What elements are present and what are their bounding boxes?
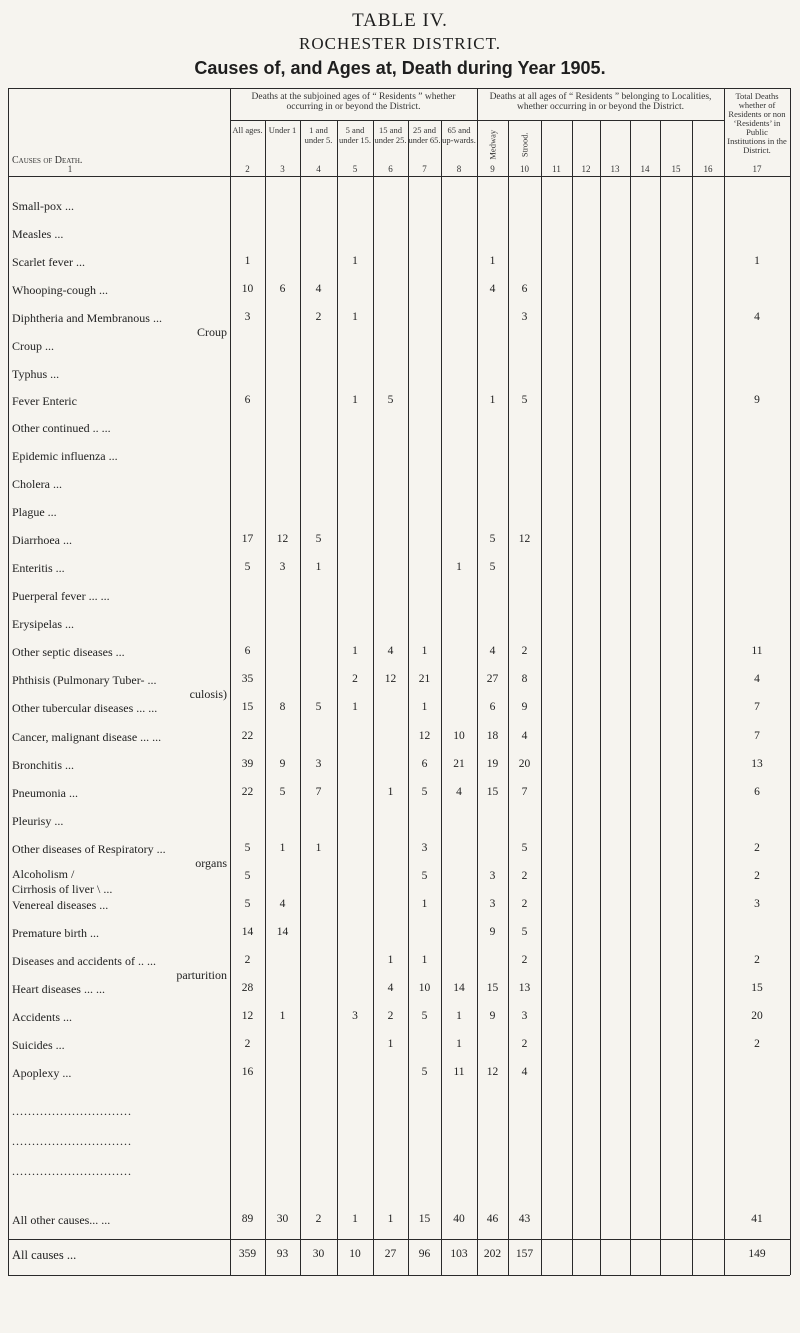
data-cell: 20: [518, 758, 531, 770]
data-cell: 9: [279, 758, 286, 770]
data-cell: 1: [421, 954, 428, 966]
data-cell: 5: [521, 926, 528, 938]
blank-dotted-line: ..............................: [12, 1104, 132, 1118]
data-cell: 4: [521, 730, 528, 742]
cause-label: Other continued .. ...: [12, 421, 111, 435]
data-cell: 2: [387, 1010, 394, 1022]
data-cell: 4: [387, 982, 394, 994]
data-cell: 2: [521, 1038, 528, 1050]
data-cell: 5: [421, 870, 428, 882]
data-cell: 4: [754, 311, 760, 323]
data-cell: 40: [453, 1213, 465, 1225]
data-cell: 22: [241, 786, 254, 798]
totals-cell: 96: [418, 1248, 431, 1260]
column-header: 15 and under 25.: [374, 125, 407, 145]
column-rule: [572, 120, 573, 1275]
data-cell: 5: [489, 561, 496, 573]
data-cell: 12: [276, 533, 289, 545]
column-rule: [441, 120, 442, 1275]
data-cell: 9: [754, 394, 760, 406]
data-cell: 15: [486, 786, 499, 798]
totals-rule: [8, 1239, 790, 1240]
data-cell: 1: [489, 394, 496, 406]
data-cell: 1: [456, 1038, 462, 1050]
data-cell: 3: [489, 870, 496, 882]
data-cell: 1: [489, 255, 496, 267]
data-cell: 1: [352, 311, 358, 323]
data-cell: 12: [518, 533, 531, 545]
data-cell: 41: [751, 1213, 763, 1225]
data-cell: 89: [241, 1213, 254, 1225]
data-cell: 9: [489, 926, 496, 938]
total-header: Total Deaths whether of Residents or non ‘Residents’ in Public Institutions in the District.: [727, 91, 787, 155]
cause-label: Measles ...: [12, 227, 64, 241]
data-cell: 1: [387, 1038, 394, 1050]
data-cell: 2: [521, 870, 528, 882]
data-cell: 28: [241, 982, 254, 994]
data-cell: 2: [754, 842, 760, 854]
data-cell: 2: [315, 1213, 322, 1225]
cause-label: Premature birth ...: [12, 926, 99, 940]
data-cell: 46: [486, 1213, 499, 1225]
data-cell: 15: [486, 982, 499, 994]
column-header: 1 and under 5.: [304, 125, 333, 145]
column-rule: [408, 120, 409, 1275]
data-cell: 5: [244, 561, 251, 573]
cause-label: Scarlet fever ...: [12, 255, 85, 269]
header-bottom-rule: [8, 176, 790, 177]
cause-label: Alcoholism / Cirrhosis of liver \ ...: [12, 867, 113, 896]
data-cell: 10: [241, 283, 254, 295]
cause-label: Diarrhoea ...: [12, 533, 72, 547]
data-cell: 1: [352, 255, 358, 267]
data-cell: 5: [421, 1066, 428, 1078]
data-cell: 22: [241, 730, 254, 742]
data-cell: 4: [754, 673, 760, 685]
totals-cell: 157: [515, 1248, 534, 1260]
cause-label: Diphtheria and Membranous ...: [12, 311, 162, 325]
data-cell: 12: [418, 730, 431, 742]
data-cell: 1: [352, 645, 358, 657]
data-cell: 1: [352, 1213, 358, 1225]
column-rule: [724, 88, 725, 1275]
column-number: 12: [581, 164, 591, 174]
cause-label: Pneumonia ...: [12, 786, 78, 800]
data-cell: 3: [315, 758, 322, 770]
data-cell: 5: [279, 786, 286, 798]
data-cell: 1: [279, 1010, 286, 1022]
data-cell: 15: [241, 701, 254, 713]
group1-underline: [230, 120, 477, 121]
column-header: All ages.: [232, 125, 263, 135]
column-number: 10: [520, 164, 529, 174]
data-cell: 14: [276, 926, 289, 938]
column-rule: [692, 120, 693, 1275]
district-title: ROCHESTER DISTRICT.: [299, 34, 501, 53]
cause-label: Small-pox ...: [12, 199, 74, 213]
column-rule: [373, 120, 374, 1275]
blank-dotted-line: ..............................: [12, 1134, 132, 1148]
column-header: Strood.: [518, 132, 529, 158]
totals-cell: 149: [748, 1248, 766, 1260]
data-cell: 1: [421, 898, 428, 910]
cause-label: Accidents ...: [12, 1010, 72, 1024]
cause-label: Epidemic influenza ...: [12, 449, 118, 463]
data-cell: 6: [244, 645, 251, 657]
data-cell: 13: [518, 982, 531, 994]
data-cell: 1: [279, 842, 286, 854]
cause-label: Diseases and accidents of .. ...: [12, 954, 156, 968]
data-cell: 1: [387, 786, 394, 798]
data-cell: 3: [279, 561, 286, 573]
data-cell: 14: [453, 982, 465, 994]
data-cell: 6: [279, 283, 286, 295]
data-cell: 18: [486, 730, 499, 742]
data-cell: 4: [456, 786, 462, 798]
data-cell: 3: [521, 1010, 528, 1022]
data-cell: 7: [754, 701, 760, 713]
data-cell: 30: [276, 1213, 289, 1225]
data-cell: 8: [279, 701, 286, 713]
table-bottom-rule: [8, 1275, 790, 1276]
data-cell: 6: [754, 786, 760, 798]
column-rule: [630, 120, 631, 1275]
cause-label: Croup ...: [12, 339, 54, 353]
data-cell: 12: [241, 1010, 254, 1022]
cause-label: Other diseases of Respiratory ...: [12, 842, 166, 856]
data-cell: 35: [241, 673, 254, 685]
data-cell: 4: [521, 1066, 528, 1078]
data-cell: 2: [521, 898, 528, 910]
column-header: 5 and under 15.: [338, 125, 372, 145]
column-number: 6: [388, 164, 393, 174]
data-cell: 1: [421, 701, 428, 713]
data-cell: 3: [489, 898, 496, 910]
data-cell: 5: [521, 842, 528, 854]
cause-label: Whooping-cough ...: [12, 283, 108, 297]
cause-label: Other septic diseases ...: [12, 645, 125, 659]
cause-label: All other causes... ...: [12, 1213, 111, 1227]
cause-label: Pleurisy ...: [12, 814, 64, 828]
data-cell: 5: [244, 870, 251, 882]
cause-label-continuation: parturition: [176, 968, 227, 982]
data-cell: 2: [315, 311, 322, 323]
data-cell: 9: [521, 701, 528, 713]
data-cell: 5: [315, 701, 322, 713]
column-number: 11: [552, 164, 561, 174]
column-number: 1: [67, 164, 73, 174]
cause-label: Cholera ...: [12, 477, 62, 491]
cause-label: Venereal diseases ...: [12, 898, 109, 912]
cause-label: Enteritis ...: [12, 561, 65, 575]
column-number: 3: [280, 164, 285, 174]
cause-label: Puerperal fever ... ...: [12, 589, 110, 603]
blank-dotted-line: ..............................: [12, 1164, 132, 1178]
data-cell: 2: [754, 870, 760, 882]
totals-cell: 30: [312, 1248, 325, 1260]
data-cell: 2: [244, 1038, 251, 1050]
data-cell: 11: [453, 1066, 465, 1078]
data-cell: 3: [754, 898, 760, 910]
data-cell: 14: [241, 926, 254, 938]
totals-cell: 27: [384, 1248, 397, 1260]
data-cell: 43: [518, 1213, 531, 1225]
data-cell: 3: [521, 311, 528, 323]
data-cell: 5: [489, 533, 496, 545]
data-cell: 6: [521, 283, 528, 295]
data-cell: 9: [489, 1010, 496, 1022]
data-cell: 13: [751, 758, 763, 770]
column-rule: [8, 88, 9, 1275]
data-cell: 1: [315, 842, 322, 854]
cause-label: Apoplexy ...: [12, 1066, 72, 1080]
data-cell: 4: [489, 283, 496, 295]
data-cell: 16: [241, 1066, 254, 1078]
causes-header: Causes of Death.: [12, 155, 83, 166]
data-cell: 2: [352, 673, 358, 685]
data-cell: 5: [244, 842, 251, 854]
data-cell: 1: [244, 255, 251, 267]
data-cell: 5: [421, 786, 428, 798]
data-cell: 6: [489, 701, 496, 713]
data-cell: 1: [315, 561, 322, 573]
data-cell: 12: [486, 1066, 499, 1078]
data-cell: 2: [754, 954, 760, 966]
column-number: 8: [456, 164, 462, 174]
cause-label: Fever Enteric: [12, 394, 77, 408]
data-cell: 5: [521, 394, 528, 406]
totals-cell: 10: [349, 1248, 361, 1260]
data-cell: 15: [418, 1213, 431, 1225]
cause-label: Plague ...: [12, 505, 57, 519]
data-cell: 8: [521, 673, 528, 685]
column-header: 65 and up-wards.: [442, 125, 476, 145]
data-cell: 5: [315, 533, 322, 545]
data-cell: 4: [387, 645, 394, 657]
column-number: 5: [352, 164, 358, 174]
cause-label: Typhus ...: [12, 367, 60, 381]
column-number: 7: [422, 164, 427, 174]
column-number: 4: [316, 164, 321, 174]
data-cell: 3: [352, 1010, 358, 1022]
column-number: 17: [752, 164, 762, 174]
data-cell: 3: [421, 842, 428, 854]
cause-label: Suicides ...: [12, 1038, 65, 1052]
data-cell: 17: [241, 533, 254, 545]
column-number: 9: [490, 164, 495, 174]
data-cell: 1: [352, 394, 358, 406]
data-cell: 2: [521, 645, 528, 657]
column-number: 15: [671, 164, 681, 174]
data-cell: 2: [244, 954, 251, 966]
data-cell: 1: [456, 561, 462, 573]
data-cell: 12: [384, 673, 397, 685]
column-header: Under 1: [268, 125, 297, 135]
data-cell: 1: [387, 1213, 394, 1225]
totals-cell: 359: [238, 1248, 257, 1260]
column-header: Medway: [486, 129, 497, 160]
column-rule: [790, 88, 791, 1275]
data-cell: 6: [421, 758, 428, 770]
data-cell: 1: [421, 645, 428, 657]
group1-header: Deaths at the subjoined ages of “ Residents ” whether occurring in or beyond the District.: [251, 92, 456, 112]
data-cell: 11: [751, 645, 763, 657]
data-cell: 4: [489, 645, 496, 657]
column-rule: [600, 120, 601, 1275]
data-cell: 1: [352, 701, 358, 713]
table-title: Causes of, and Ages at, Death during Year 1905.: [194, 58, 606, 78]
data-cell: 19: [486, 758, 499, 770]
cause-label: Cancer, malignant disease ... ...: [12, 730, 162, 744]
data-cell: 6: [244, 394, 251, 406]
data-cell: 21: [453, 758, 465, 770]
cause-label-continuation: Croup: [197, 325, 227, 339]
data-cell: 1: [754, 255, 760, 267]
cause-label: Erysipelas ...: [12, 617, 74, 631]
data-cell: 10: [418, 982, 431, 994]
data-cell: 3: [244, 311, 251, 323]
data-cell: 4: [315, 283, 322, 295]
column-number: 13: [610, 164, 620, 174]
table-number: TABLE IV.: [352, 10, 448, 31]
table-top-rule: [8, 88, 790, 89]
data-cell: 7: [315, 786, 322, 798]
data-cell: 10: [453, 730, 465, 742]
column-number: 14: [640, 164, 650, 174]
data-cell: 1: [387, 954, 394, 966]
data-cell: 15: [751, 982, 763, 994]
data-cell: 7: [754, 730, 760, 742]
group2-header: Deaths at all ages of “ Residents ” belonging to Localities, whether occurring in or beyond the District.: [489, 92, 712, 112]
data-cell: 7: [521, 786, 528, 798]
data-cell: 5: [244, 898, 251, 910]
totals-cell: 93: [276, 1248, 289, 1260]
cause-label-continuation: organs: [195, 856, 227, 870]
data-cell: 5: [387, 394, 394, 406]
data-cell: 27: [486, 673, 499, 685]
data-cell: 39: [241, 758, 254, 770]
data-cell: 5: [421, 1010, 428, 1022]
cause-label-continuation: culosis): [189, 687, 227, 701]
totals-cell: 202: [483, 1248, 502, 1260]
column-number: 2: [245, 164, 250, 174]
data-cell: 20: [751, 1010, 763, 1022]
column-rule: [660, 120, 661, 1275]
column-number: 16: [703, 164, 713, 174]
cause-label: Heart diseases ... ...: [12, 982, 105, 996]
cause-label: Bronchitis ...: [12, 758, 74, 772]
data-cell: 1: [456, 1010, 462, 1022]
cause-label: Other tubercular diseases ... ...: [12, 701, 158, 715]
data-cell: 2: [521, 954, 528, 966]
data-cell: 4: [279, 898, 286, 910]
data-cell: 21: [418, 673, 431, 685]
column-header: 25 and under 65.: [408, 125, 441, 145]
data-cell: 2: [754, 1038, 760, 1050]
cause-label: Phthisis (Pulmonary Tuber- ...: [12, 673, 157, 687]
totals-cell: 103: [450, 1248, 468, 1260]
totals-label: All causes ...: [12, 1248, 77, 1262]
